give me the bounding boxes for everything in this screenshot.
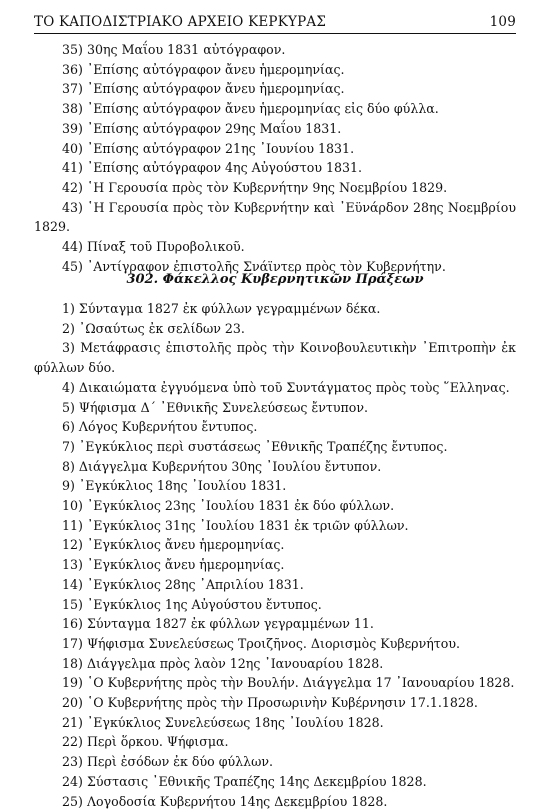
list-item: 21) ᾿Εγκύκλιος Συνελεύσεως 18ης ᾿Ιουλίου 1828. xyxy=(62,714,384,730)
list-item: 25) Λογοδοσία Κυβερνήτου 14ης Δεκεμβρίου 1828. xyxy=(62,793,388,809)
list-item: 8) Διάγγελμα Κυβερνήτου 30ης ᾿Ιουλίου ἔντυπον. xyxy=(62,458,382,474)
list-item: 16) Σύνταγμα 1827 ἐκ φύλλων γεγραμμένων 11. xyxy=(62,616,374,632)
list-item: 42) ῾Η Γερουσία πρὸς τὸν Κυβερνήτην 9ης Νοεμβρίου 1829. xyxy=(62,179,448,195)
list-item: 14) ᾿Εγκύκλιος 28ης ᾿Απριλίου 1831. xyxy=(62,576,304,592)
list-item: 11) ᾿Εγκύκλιος 31ης ᾿Ιουλίου 1831 ἐκ τριῶν φύλλων. xyxy=(62,517,409,533)
list-item: 9) ᾿Εγκύκλιος 18ης ᾿Ιουλίου 1831. xyxy=(62,478,287,494)
list-item: 10) ᾿Εγκύκλιος 23ης ᾿Ιουλίου 1831 ἐκ δύο φύλλων. xyxy=(62,498,395,514)
list-item: 20) ῾Ο Κυβερνήτης πρὸς τὴν Προσωρινὴν Κυβέρνησιν 17.1.1828. xyxy=(62,695,478,711)
page-header xyxy=(34,14,516,30)
section-title: 302. Φάκελλος Κυβερνητικῶν Πράξεων xyxy=(126,272,424,287)
list-item: 19) ῾Ο Κυβερνήτης πρὸς τὴν Βουλήν. Διάγγελμα 17 ᾿Ιανουαρίου 1828. xyxy=(62,675,515,691)
list-item: 17) Ψήφισμα Συνελεύσεως Τροιζῆνος. Διορισμὸς Κυβερνήτου. xyxy=(62,635,460,651)
list-item: 18) Διάγγελμα πρὸς λαὸν 12ης ᾿Ιανουαρίου 1828. xyxy=(62,655,384,671)
list-item: 23) Περὶ ἐσόδων ἐκ δύο φύλλων. xyxy=(62,754,274,770)
list-item: 37) ᾿Επίσης αὐτόγραφον ἄνευ ἡμερομηνίας. xyxy=(62,81,345,97)
list-item: 43) ῾Η Γερουσία πρὸς τὸν Κυβερνήτην καὶ ᾿Εϋνάρδον 28ης Νοεμβρίου 1829. xyxy=(34,199,516,235)
list-item: 35) 30ης Μαΐου 1831 αὐτόγραφον. xyxy=(62,42,286,57)
list-item: 2) ᾿Ωσαύτως ἐκ σελίδων 23. xyxy=(62,320,245,336)
page-number: 109 xyxy=(489,14,516,30)
list-item: 41) ᾿Επίσης αὐτόγραφον 4ης Αὐγούστου 1831. xyxy=(62,160,363,176)
list-item: 45) ᾿Αντίγραφον ἐπιστολῆς Σνάϊντερ πρὸς τὸν Κυβερνήτην. xyxy=(62,258,446,274)
list-item: 22) Περὶ ὅρκου. Ψήφισμα. xyxy=(62,734,229,750)
list-item: 39) ᾿Επίσης αὐτόγραφον 29ης Μαΐου 1831. xyxy=(62,120,342,136)
header-rule xyxy=(34,33,516,34)
item-list-continued xyxy=(34,40,516,276)
list-item: 7) ᾿Εγκύκλιος περὶ συστάσεως ᾿Εθνικῆς Τραπέζης ἔντυπος. xyxy=(62,438,448,454)
list-item: 13) ᾿Εγκύκλιος ἄνευ ἡμερομηνίας. xyxy=(62,557,285,573)
list-item: 5) Ψήφισμα Δ΄ ᾿Εθνικῆς Συνελεύσεως ἔντυπον. xyxy=(62,399,369,415)
list-item: 4) Δικαιώματα ἐγγυόμενα ὑπὸ τοῦ Συντάγματος πρὸς τοὺς ῞Ελληνας. xyxy=(62,379,510,395)
running-title: ΤΟ ΚΑΠΟΔΙΣΤΡΙΑΚΟ ΑΡΧΕΙΟ ΚΕΡΚΥΡΑΣ xyxy=(34,14,327,30)
list-item: 44) Πίναξ τοῦ Πυροβολικοῦ. xyxy=(62,239,245,255)
list-item: 12) ᾿Εγκύκλιος ἄνευ ἡμερομηνίας. xyxy=(62,537,285,553)
list-item: 3) Μετάφρασις ἐπιστολῆς πρὸς τὴν Κοινοβουλευτικὴν ᾿Επιτροπὴν ἐκ φύλλων δύο. xyxy=(34,340,516,376)
list-item: 36) ᾿Επίσης αὐτόγραφον ἄνευ ἡμερομηνίας. xyxy=(62,61,345,77)
list-item: 15) ᾿Εγκύκλιος 1ης Αὐγούστου ἔντυπος. xyxy=(62,596,322,612)
list-item: 1) Σύνταγμα 1827 ἐκ φύλλων γεγραμμένων δέκα. xyxy=(62,301,381,316)
list-item: 6) Λόγος Κυβερνήτου ἔντυπος. xyxy=(62,419,258,435)
list-item: 40) ᾿Επίσης αὐτόγραφον 21ης ᾿Ιουνίου 1831. xyxy=(62,140,355,156)
list-item: 38) ᾿Επίσης αὐτόγραφον ἄνευ ἡμερομηνίας εἰς δύο φύλλα. xyxy=(62,101,439,117)
list-item: 24) Σύστασις ᾿Εθνικῆς Τραπέζης 14ης Δεκεμβρίου 1828. xyxy=(62,773,427,789)
item-list-302 xyxy=(34,299,516,811)
